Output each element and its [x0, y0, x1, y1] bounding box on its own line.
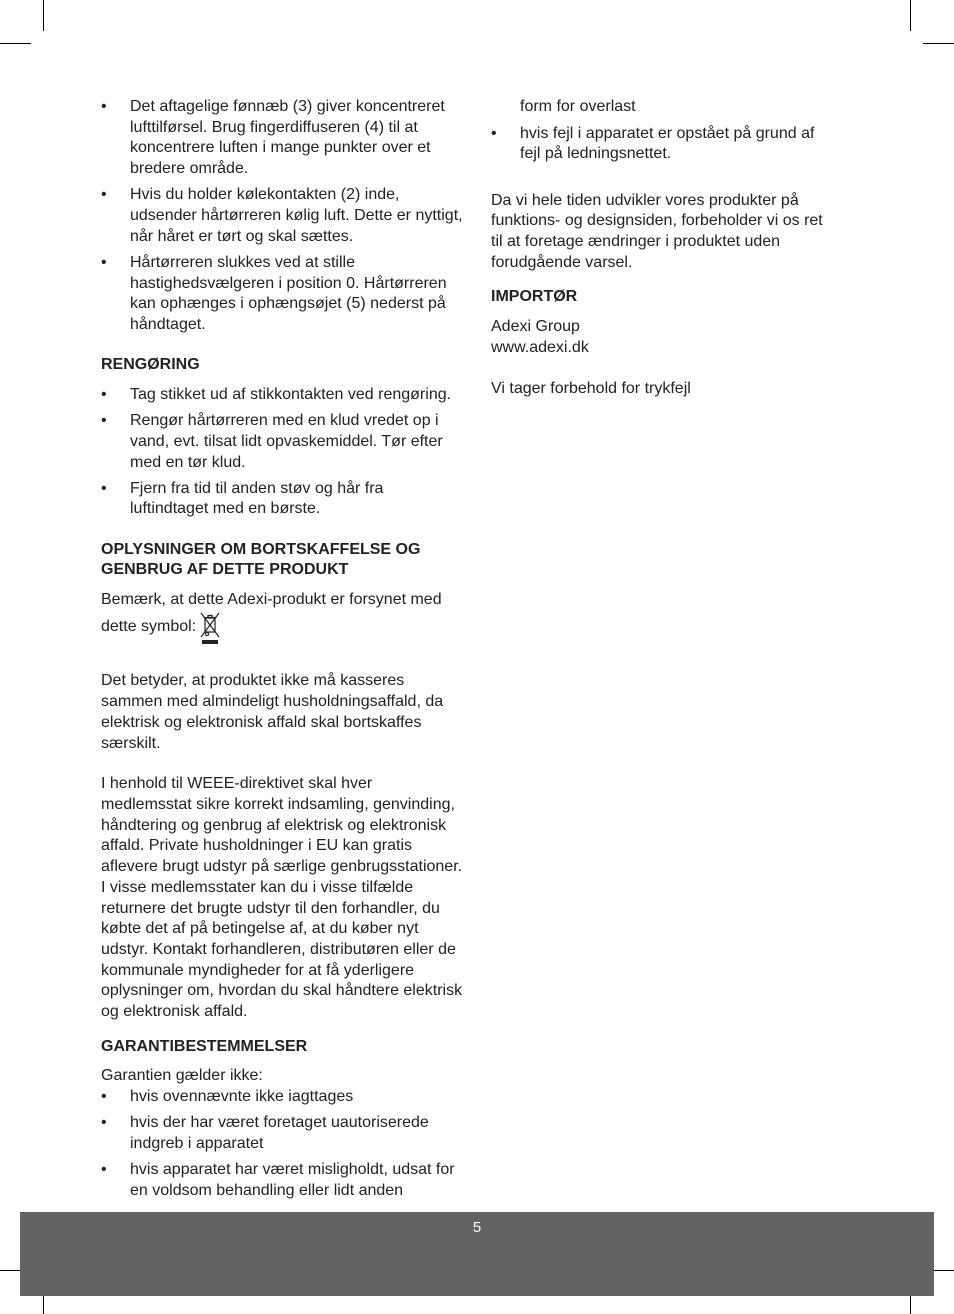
list-item: • Rengør hårtørreren med en klud vredet op i vand, evt. tilsat lidt opvaskemiddel. Tør efter med en tør klud. — [101, 411, 463, 473]
cleaning-bullet-list — [101, 385, 463, 520]
importer-website: www.adexi.dk — [491, 338, 589, 356]
crop-mark — [43, 0, 44, 31]
list-item: • Hårtørreren slukkes ved at stille hastighedsvælgeren i position 0. Hårtørreren kan ophænges i ophængsøjet (5) nederst på håndtaget. — [101, 253, 463, 336]
usage-bullet-list — [101, 97, 463, 336]
crop-mark — [0, 43, 31, 44]
list-item: • hvis apparatet har været misligholdt, udsat for en voldsom behandling eller lidt anden — [101, 1160, 463, 1201]
disposal-paragraph-2: I henhold til WEEE-direktivet skal hver medlemsstat sikre korrekt indsamling, genvinding, håndtering og genbrug af elektrisk og elektronisk affald. Private husholdninger i EU kan gratis aflevere brugt udstyr på særlige genbrugsstationer. I visse medlemsstater kan du i visse tilfælde returnere det brugte udstyr til den forhandler, du købte det af på betingelse af, at du køber nyt udstyr. Kontakt forhandleren, distributøren eller de kommunale myndigheder for at få yderligere oplysninger om, hvordan du skal håndtere elektrisk og elektronisk affald. — [101, 775, 463, 1021]
crossed-out-wheelie-bin-icon — [199, 611, 221, 652]
crop-mark — [923, 43, 954, 44]
left-column — [101, 97, 463, 1207]
product-change-notice: Da vi hele tiden udvikler vores produkter på funktions- og designsiden, forbeholder vi os ret til at foretage ændringer i produktet uden forudgående varsel. — [491, 191, 823, 271]
section-heading-cleaning: RENGØRING — [101, 356, 200, 374]
section-heading-importer: IMPORTØR — [491, 288, 578, 306]
list-item: • hvis fejl i apparatet er opstået på grund af fejl på ledningsnettet. — [491, 124, 833, 165]
section-heading-warranty: GARANTIBESTEMMELSER — [101, 1037, 308, 1055]
page-number: 5 — [472, 1219, 482, 1236]
list-item: • hvis ovennævnte ikke iagttages — [101, 1087, 463, 1108]
continued-warranty-line: form for overlast — [520, 98, 636, 115]
list-item: • Tag stikket ud af stikkontakten ved rengøring. — [101, 385, 463, 406]
disposal-paragraph-1: Det betyder, at produktet ikke må kasseres sammen med almindeligt husholdningsaffald, da elektrisk og elektronisk affald skal bortskaffes særskilt. — [101, 672, 444, 752]
warranty-intro: Garantien gælder ikke: — [101, 1067, 263, 1085]
print-disclaimer: Vi tager forbehold for trykfejl — [491, 379, 691, 397]
right-column — [491, 97, 833, 399]
warranty-bullet-list-continued — [491, 124, 833, 165]
page-footer — [20, 1212, 934, 1296]
importer-name: Adexi Group — [491, 318, 580, 336]
crop-mark — [910, 0, 911, 31]
symbol-paragraph — [101, 590, 463, 651]
list-item: • Det aftagelige fønnæb (3) giver koncentreret lufttilførsel. Brug fingerdiffuseren (4) til at koncentrere luften i mange punkter over et bredere område. — [101, 97, 463, 180]
symbol-text: Bemærk, at dette Adexi-produkt er forsynet med dette symbol: — [101, 591, 442, 635]
section-heading-disposal: OPLYSNINGER OM BORTSKAFFELSE OG GENBRUG AF DETTE PRODUKT — [101, 540, 421, 579]
list-item: • Hvis du holder kølekontakten (2) inde, udsender hårtørreren kølig luft. Dette er nyttigt, når håret er tørt og skal sættes. — [101, 185, 463, 247]
list-item: • Fjern fra tid til anden støv og hår fra luftindtaget med en børste. — [101, 479, 463, 520]
warranty-bullet-list — [101, 1087, 463, 1202]
list-item: • hvis der har været foretaget uautoriserede indgreb i apparatet — [101, 1113, 463, 1154]
